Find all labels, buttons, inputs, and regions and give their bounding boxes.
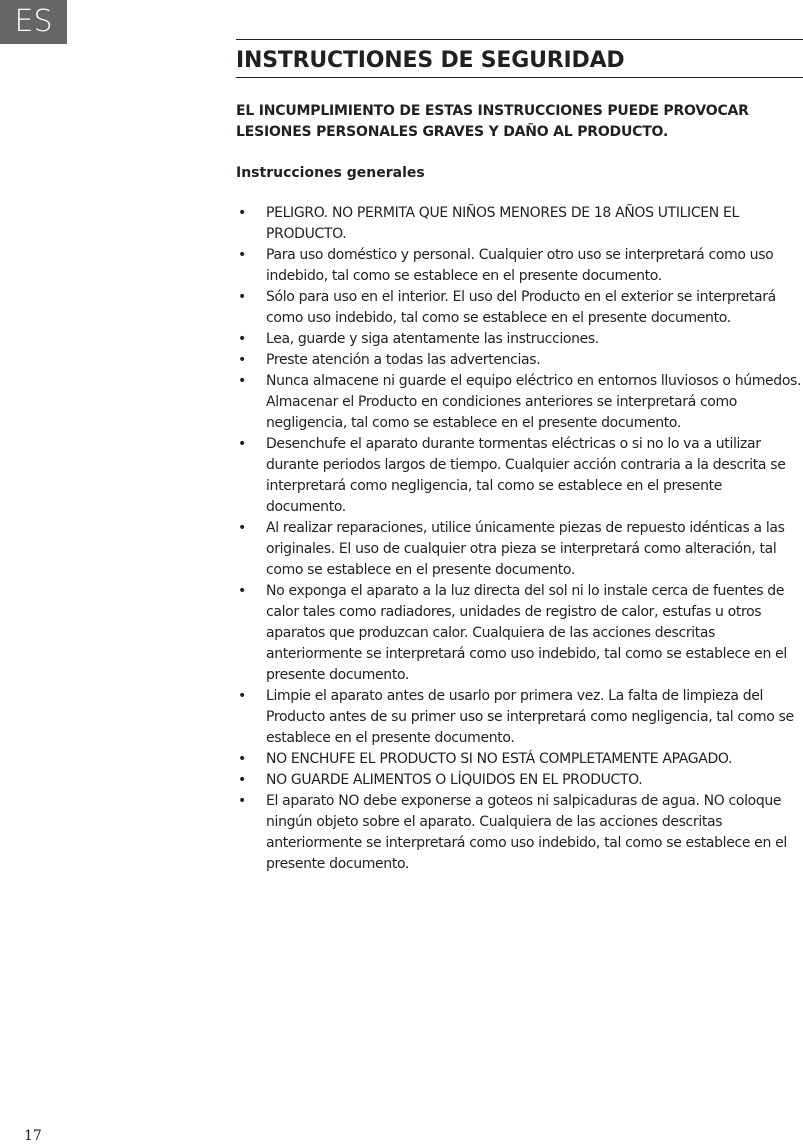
list-item — [236, 791, 803, 875]
bullet-icon: • — [238, 583, 246, 599]
page-number: 17 — [24, 1128, 42, 1144]
subsection-title: Instrucciones generales — [236, 165, 425, 181]
list-item-text: Preste atención a todas las advertencias. — [266, 352, 541, 368]
list-item-text: Limpie el aparato antes de usarlo por primera vez. La falta de limpieza del Producto antes de su primer uso se interpretará como negligencia, tal como se establece en el presente documento. — [266, 688, 794, 746]
list-item-text: NO ENCHUFE EL PRODUCTO SI NO ESTÁ COMPLETAMENTE APAGADO. — [266, 751, 733, 767]
list-item — [236, 203, 803, 245]
list-item — [236, 686, 803, 749]
list-item-text: Para uso doméstico y personal. Cualquier otro uso se interpretará como uso indebido, tal como se establece en el presente documento. — [266, 247, 774, 284]
list-item — [236, 434, 803, 518]
list-item — [236, 581, 803, 686]
bullet-icon: • — [238, 331, 246, 347]
list-item-text: Nunca almacene ni guarde el equipo eléctrico en entornos lluviosos o húmedos. Almacenar el Producto en condiciones anteriores se interpretará como negligencia, tal como se establece en el presente documento. — [266, 373, 802, 431]
bullet-icon: • — [238, 751, 246, 767]
bullet-icon: • — [238, 352, 246, 368]
instruction-list — [236, 203, 803, 875]
list-item-text: Sólo para uso en el interior. El uso del Producto en el exterior se interpretará como uso indebido, tal como se establece en el presente documento. — [266, 289, 776, 326]
list-item — [236, 287, 803, 329]
list-item — [236, 749, 803, 770]
bullet-icon: • — [238, 247, 246, 263]
list-item-text: El aparato NO debe exponerse a goteos ni salpicaduras de agua. NO coloque ningún objeto sobre el aparato. Cualquiera de las acciones descritas anteriormente se interpretará como uso indebido, tal como se establece en el presente documento. — [266, 793, 787, 872]
list-item-text: Lea, guarde y siga atentamente las instrucciones. — [266, 331, 599, 347]
list-item — [236, 770, 803, 791]
list-item — [236, 371, 803, 434]
bullet-icon: • — [238, 772, 246, 788]
list-item-text: No exponga el aparato a la luz directa del sol ni lo instale cerca de fuentes de calor tales como radiadores, unidades de registro de calor, estufas u otros aparatos que produzcan calor. Cualquiera de las acciones descritas anteriormente se interpretará como uso indebido, tal como se establece en el presente documento. — [266, 583, 787, 683]
list-item-text: Al realizar reparaciones, utilice únicamente piezas de repuesto idénticas a las originales. El uso de cualquier otra pieza se interpretará como alteración, tal como se establece en el presente documento. — [266, 520, 785, 578]
warning-text: EL INCUMPLIMIENTO DE ESTAS INSTRUCCIONES PUEDE PROVOCAR LESIONES PERSONALES GRAVES Y DAÑO AL PRODUCTO. — [236, 103, 749, 140]
bullet-icon: • — [238, 520, 246, 536]
section-title: INSTRUCTIONES DE SEGURIDAD — [236, 39, 803, 78]
language-tab: ES — [0, 0, 67, 44]
bullet-icon: • — [238, 688, 246, 704]
bullet-icon: • — [238, 436, 246, 452]
bullet-icon: • — [238, 205, 246, 221]
bullet-icon: • — [238, 793, 246, 809]
safety-section — [236, 39, 803, 875]
list-item — [236, 245, 803, 287]
bullet-icon: • — [238, 289, 246, 305]
list-item — [236, 329, 803, 350]
list-item-text: NO GUARDE ALIMENTOS O LÍQUIDOS EN EL PRODUCTO. — [266, 772, 643, 788]
list-item — [236, 518, 803, 581]
list-item — [236, 350, 803, 371]
bullet-icon: • — [238, 373, 246, 389]
list-item-text: Desenchufe el aparato durante tormentas eléctricas o si no lo va a utilizar durante periodos largos de tiempo. Cualquier acción contraria a la descrita se interpretará como negligencia, tal como se establece en el presente documento. — [266, 436, 786, 515]
list-item-text: PELIGRO. NO PERMITA QUE NIÑOS MENORES DE 18 AÑOS UTILICEN EL PRODUCTO. — [266, 205, 739, 242]
